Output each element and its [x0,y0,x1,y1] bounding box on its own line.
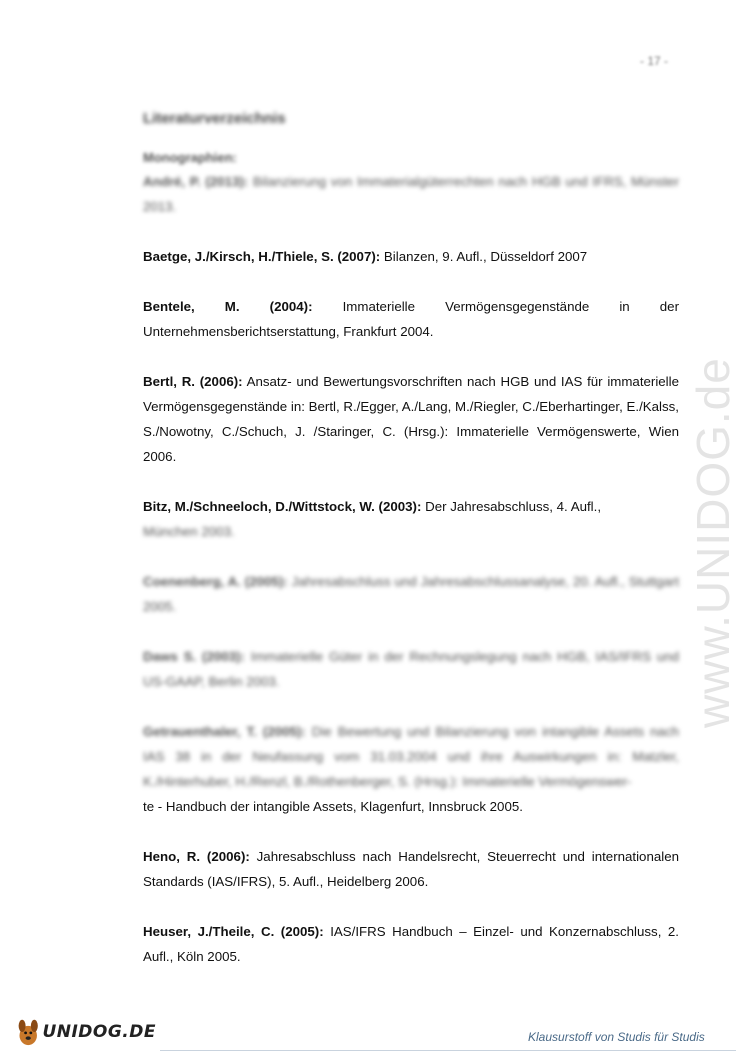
bibliography [143,106,679,994]
entry-text-continued: München 2003. [143,524,235,539]
entry-text: Jahresabschluss und Jahresabschlussanalyse, 20. Aufl., Stuttgart 2005. [143,574,680,614]
entry-author: Daws S. (2003): [143,649,245,664]
entry-author: Getrauenthaler, T. (2005): [143,724,306,739]
entry-text: Ansatz- und Bewertungsvorschriften nach HGB und IAS für immaterielle Vermögensgegenstände in: Bertl, R./Egger, A./Lang, M./Riegler, C./Eberhartinger, E./Kalss, S./Nowotny, C./Schuch, J. /Staringer, C. (Hrsg.): Immaterielle Vermögenswerte, Wien 2006. [143,374,679,464]
bibliography-entry [143,244,679,269]
entry-text: Immaterielle Güter in der Rechnungslegung nach HGB, IAS/IFRS und US-GAAP, Berlin 2003. [143,649,679,689]
entry-text: Jahresabschluss nach Handelsrecht, Steuerrecht und internationalen Standards (IAS/IFRS), 5. Aufl., Heidelberg 2006. [143,849,679,889]
page-number: - 17 - [640,54,669,68]
entry-text: Bilanzen, 9. Aufl., Düsseldorf 2007 [380,249,588,264]
bibliography-entry [143,919,679,969]
footer-divider [160,1050,736,1051]
bibliography-entry [143,169,679,219]
entry-text: IAS/IFRS Handbuch – Einzel- und Konzernabschluss, 2. Aufl., Köln 2005. [143,924,679,964]
bibliography-entry [143,644,679,694]
bibliography-entry [143,719,679,819]
entry-author: Bitz, M./Schneeloch, D./Wittstock, W. (2003): [143,499,422,514]
section-heading: Monographien: [143,150,237,165]
dog-icon [16,1015,40,1049]
entry-author: Coenenberg, A. (2005): [143,574,288,589]
entry-author: Bertl, R. (2006): [143,374,243,389]
unidog-logo[interactable] [16,1013,156,1051]
entry-text: Immaterielle Vermögensgegenstände in der Unternehmensberichtserstattung, Frankfurt 2004. [143,299,679,339]
entry-text: Bilanzierung von Immaterialgüterrechten nach HGB und IFRS, Münster 2013. [143,174,680,214]
bibliography-entry [143,294,679,344]
entry-author: Heno, R. (2006): [143,849,250,864]
logo-text: UNIDOG.DE [42,1022,156,1042]
entry-text-continued: te - Handbuch der intangible Assets, Klagenfurt, Innsbruck 2005. [143,799,523,814]
entry-author: Heuser, J./Theile, C. (2005): [143,924,324,939]
entry-text: Der Jahresabschluss, 4. Aufl., [421,499,602,514]
entry-author: André, P. (2013): [143,174,249,189]
bibliography-entry [143,494,679,544]
bibliography-entry [143,569,679,619]
bibliography-entry [143,844,679,894]
entry-text: Die Bewertung und Bilanzierung von intangible Assets nach IAS 38 in der Neufassung vom 31.03.2004 und ihre Auswirkungen in: Matzler, K./Hinterhuber, H./Renzl, B./Rothenberger, S. (Hrsg.): Immaterielle Vermögenswer- [143,724,679,789]
bibliography-entry [143,369,679,469]
entry-author: Baetge, J./Kirsch, H./Thiele, S. (2007): [143,249,381,264]
footer-tagline: Klausurstoff von Studis für Studis [528,1030,705,1044]
watermark: www.UNIDOG.de [687,357,739,728]
entry-author: Bentele, M. (2004): [143,299,313,314]
page-title: Literaturverzeichnis [143,110,286,127]
